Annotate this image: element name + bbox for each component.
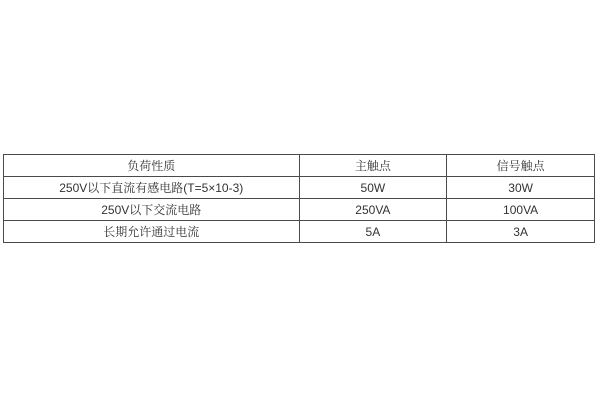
cell-load-nature: 250V以下直流有感电路(T=5×10-3) [4, 177, 300, 199]
header-load-nature: 负荷性质 [4, 155, 300, 177]
table-row [4, 199, 595, 221]
cell-load-nature: 250V以下交流电路 [4, 199, 300, 221]
cell-signal-contact: 100VA [447, 199, 595, 221]
cell-main-contact: 250VA [299, 199, 447, 221]
table-header-row [4, 155, 595, 177]
contact-load-rating-table [3, 154, 595, 243]
header-main-contact: 主触点 [299, 155, 447, 177]
table-row [4, 177, 595, 199]
cell-signal-contact: 30W [447, 177, 595, 199]
cell-load-nature: 长期允许通过电流 [4, 221, 300, 243]
cell-signal-contact: 3A [447, 221, 595, 243]
header-signal-contact: 信号触点 [447, 155, 595, 177]
cell-main-contact: 5A [299, 221, 447, 243]
cell-main-contact: 50W [299, 177, 447, 199]
table-row [4, 221, 595, 243]
